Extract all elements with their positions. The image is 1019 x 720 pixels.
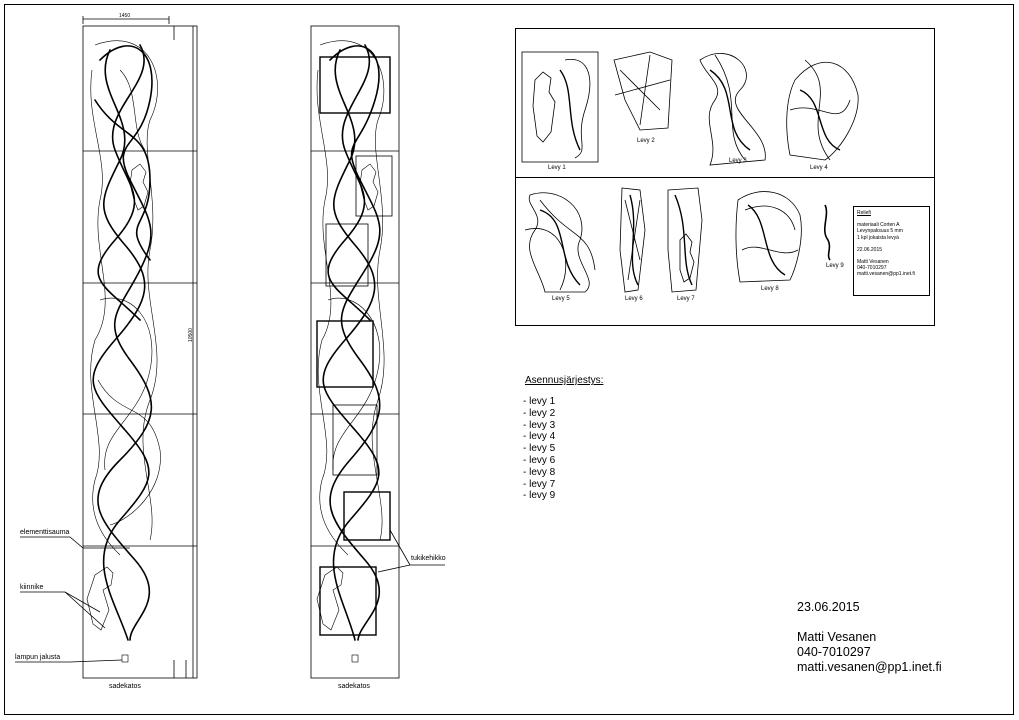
sequence-title: Asennusjärjestys: [525, 375, 604, 386]
info-phone: 040-7010297 [857, 265, 887, 272]
levy3-label: Levy 3 [729, 158, 747, 164]
info-material: materiaali Corten A [857, 222, 900, 229]
info-quantity: 1 kpl jokaista levyä [857, 234, 899, 241]
label-lampun-jalusta: lampun jalusta [15, 654, 61, 661]
levy2-label: Levy 2 [637, 138, 655, 144]
levy6-label: Levy 6 [625, 296, 643, 302]
dimension-left-height: 10500 [188, 328, 194, 342]
label-kiinnike: kiinnike [20, 584, 44, 591]
levy7-label: Levy 7 [677, 296, 695, 302]
sequence-item: - levy 2 [523, 407, 556, 419]
info-name: Matti Vesanen [857, 259, 889, 266]
panel-divider [516, 177, 934, 178]
sequence-item: - levy 5 [523, 443, 556, 455]
left-column-outline [83, 26, 197, 678]
sequence-item: - levy 1 [523, 396, 556, 407]
info-title: Reliefi [857, 210, 871, 216]
levy4-label: Levy 4 [810, 165, 828, 171]
info-thickness: Levynpaksuus 5 mm [857, 228, 903, 235]
sequence-item: - levy 8 [523, 466, 556, 478]
sequence-item: - levy 9 [523, 490, 556, 502]
levy5-label: Levy 5 [552, 296, 570, 302]
label-sadekatos-right: sadekatos [338, 683, 370, 690]
info-date: 22.06.2015 [857, 246, 883, 253]
sequence-item: - levy 7 [523, 478, 556, 490]
footer-name: Matti Vesanen [797, 630, 877, 644]
sequence-item: - levy 3 [523, 419, 556, 431]
levy9-label: Levy 9 [826, 263, 844, 269]
footer-date: 23.06.2015 [797, 600, 860, 614]
dimension-top-width: 1450 [119, 13, 131, 19]
label-tukikehikko: tukikehikko [411, 555, 446, 562]
sequence-list [523, 396, 555, 502]
levy8-label: Levy 8 [761, 286, 779, 292]
footer-email: matti.vesanen@pp1.inet.fi [797, 660, 942, 674]
label-elementtisauma: elementtisauma [20, 529, 70, 536]
contact-block [797, 600, 942, 675]
info-box [853, 206, 930, 296]
levy1-label: Levy 1 [548, 165, 566, 171]
sequence-item: - levy 4 [523, 431, 556, 443]
footer-phone: 040-7010297 [797, 645, 871, 659]
info-email: matti.vesanen@pp1.inet.fi [857, 271, 915, 278]
sequence-item: - levy 6 [523, 454, 556, 466]
label-sadekatos-left: sadekatos [109, 683, 141, 690]
